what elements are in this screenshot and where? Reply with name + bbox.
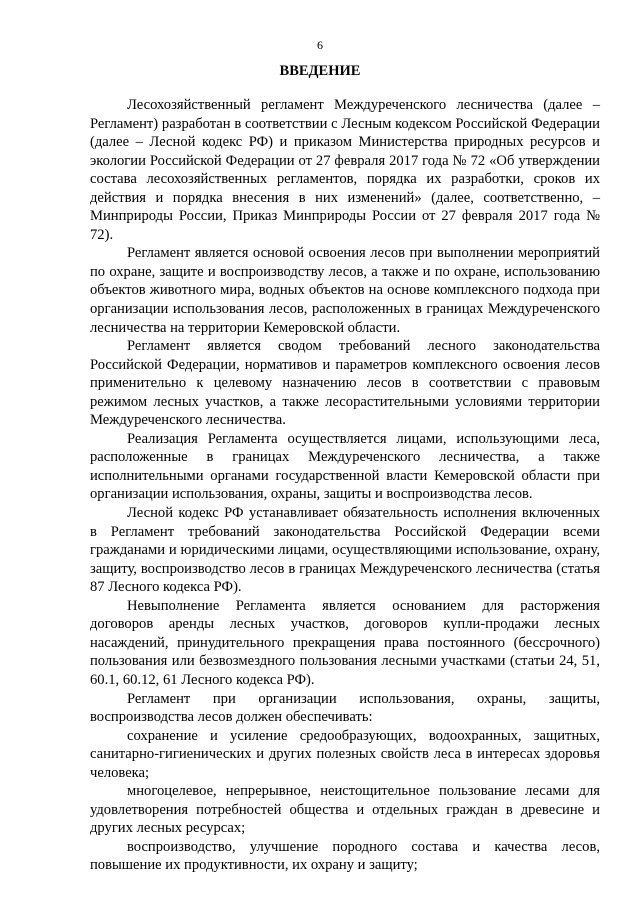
paragraph: Невыполнение Регламента является основанием для расторжения договоров аренды лесных участков, договоров купли-продажи лесных насаждений, принудительного прекращения права постоянного (бессрочного) пользования или безвозмездного пользования лесными участками (статьи 24, 51, 60.1, 60.12, 61 Лесного кодекса РФ). [90, 597, 600, 688]
paragraph: Реализация Регламента осуществляется лицами, использующими леса, расположенные в границах Междуреченского лесничества, а также исполнительными органами государственной власти Кемеровской области при организации использования, охраны, защиты и воспроизводства лесов. [90, 430, 600, 503]
paragraph: Регламент является основой освоения лесов при выполнении мероприятий по охране, защите и воспроизводству лесов, а также и по охране, использованию объектов животного мира, водных объектов на основе комплексного подхода при организации использования лесов, расположенных в границах Междуреченского лесничества на территории Кемеровской области. [90, 245, 600, 336]
paragraph: Регламент является сводом требований лесного законодательства Российской Федерации, нормативов и параметров комплексного освоения лесов применительно к целевому назначению лесов в соответствии с правовым режимом лесных участков, а также лесорастительными условиями территории Междуреченского лесничества. [90, 338, 600, 429]
paragraph: Лесохозяйственный регламент Междуреченского лесничества (далее – Регламент) разработан в соответствии с Лесным кодексом Российской Федерации (далее – Лесной кодекс РФ) и приказом Министерства природных ресурсов и экологии Российской Федерации от 27 февраля 2017 года № 72 «Об утверждении состава лесохозяйственных регламентов, порядка их разработки, сроков их действия и порядка внесения в них изменений» (далее, соответственно, – Минприроды России, Приказ Минприроды России от 27 февраля 2017 года № 72). [90, 97, 600, 243]
paragraph: Лесной кодекс РФ устанавливает обязательность исполнения включенных в Регламент требований законодательства Российской Федерации всеми гражданами и юридическими лицами, осуществляющими использование, охрану, защиту, воспроизводство лесов в границах Междуреченского лесничества (статья 87 Лесного кодекса РФ). [90, 505, 600, 596]
body-text [90, 96, 600, 875]
paragraph: Регламент при организации использования, охраны, защиты, воспроизводства лесов должен обеспечивать: [90, 690, 600, 726]
section-title: ВВЕДЕНИЕ [279, 63, 361, 79]
page-number: 6 [317, 38, 323, 52]
list-item: многоцелевое, непрерывное, неистощительное пользование лесами для удовлетворения потребностей общества и отдельных граждан в древесине и других лесных ресурсах; [90, 783, 600, 837]
list-item: воспроизводство, улучшение породного состава и качества лесов, повышение их продуктивности, их охрану и защиту; [90, 838, 600, 874]
list-item: сохранение и усиление средообразующих, водоохранных, защитных, санитарно-гигиенических и других полезных свойств леса в интересах здоровья человека; [90, 727, 600, 781]
